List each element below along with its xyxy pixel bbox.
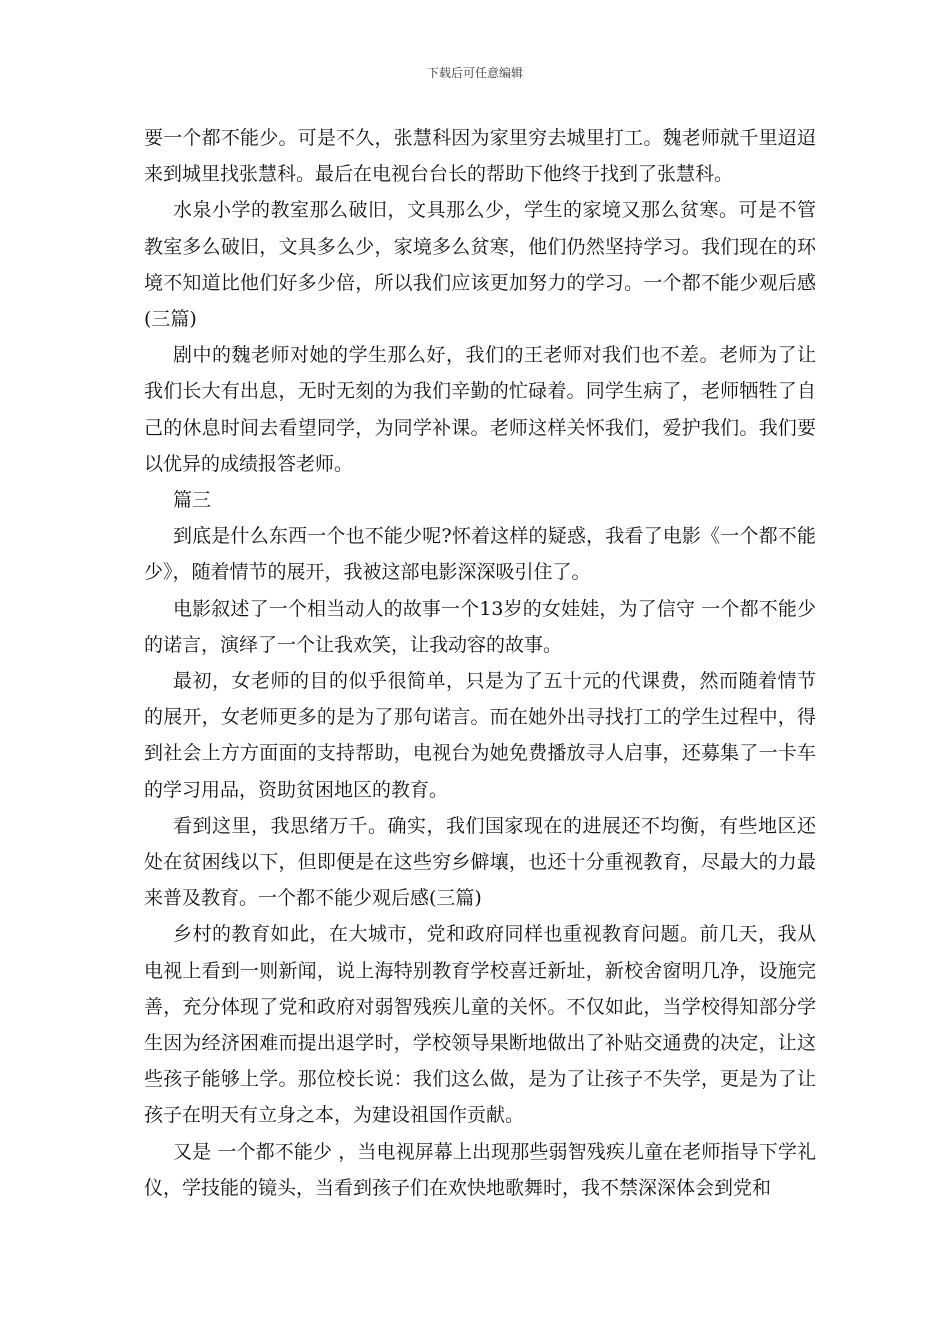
paragraph-7: 最初，女老师的目的似乎很简单，只是为了五十元的代课费，然而随着情节的展开，女老师更多的是为了那句诺言。而在她外出寻找打工的学生过程中，得到社会上方方面面的支持帮助，电视台为她免费播放寻人启事，还募集了一卡车的学习用品，资助贫困地区的教育。: [144, 670, 816, 801]
paragraph-10: 又是 一个都不能少 ，当电视屏幕上出现那些弱智残疾儿童在老师指导下学礼仪，学技能的镜头，当看到孩子们在欢快地歌舞时，我不禁深深体会到党和: [144, 1140, 816, 1199]
body-text: [144, 120, 816, 1206]
paragraph-9: 乡村的教育如此，在大城市，党和政府同样也重视教育问题。前几天，我从电视上看到一则新闻，说上海特别教育学校喜迁新址，新校舍窗明几净，设施完善，充分体现了党和政府对弱智残疾儿童的关怀。不仅如此，当学校得知部分学生因为经济困难而提出退学时，学校领导果断地做出了补贴交通费的决定，让这些孩子能够上学。那位校长说：我们这么做，是为了让孩子不失学，更是为了让孩子在明天有立身之本，为建设祖国作贡献。: [144, 923, 816, 1127]
paragraph-6: 电影叙述了一个相当动人的故事一个13岁的女娃娃，为了信守 一个都不能少 的诺言，演绎了一个让我欢笑，让我动容的故事。: [144, 597, 816, 656]
paragraph-3: 剧中的魏老师对她的学生那么好，我们的王老师对我们也不差。老师为了让我们长大有出息，无时无刻的为我们辛勤的忙碌着。同学生病了，老师牺牲了自己的休息时间去看望同学，为同学补课。老师这样关怀我们，爱护我们。我们要以优异的成绩报答老师。: [144, 344, 816, 475]
paragraph-1: 要一个都不能少。可是不久，张慧科因为家里穷去城里打工。魏老师就千里迢迢来到城里找张慧科。最后在电视台台长的帮助下他终于找到了张慧科。: [144, 127, 816, 186]
paragraph-2: 水泉小学的教室那么破旧，文具那么少，学生的家境又那么贫寒。可是不管教室多么破旧，文具多么少，家境多么贫寒，他们仍然坚持学习。我们现在的环境不知道比他们好多少倍，所以我们应该更加努力的学习。一个都不能少观后感(三篇): [144, 199, 816, 331]
paragraph-8: 看到这里，我思绪万千。确实，我们国家现在的进展还不均衡，有些地区还处在贫困线以下，但即便是在这些穷乡僻壤，也还十分重视教育，尽最大的力最来普及教育。一个都不能少观后感(三篇): [144, 814, 816, 910]
section-heading: 篇三: [173, 489, 212, 512]
header-note: 下载后可任意编辑: [426, 66, 523, 80]
paragraph-5: 到底是什么东西一个也不能少呢?怀着这样的疑惑，我看了电影《一个都不能少》，随着情节的展开，我被这部电影深深吸引住了。: [144, 525, 816, 584]
